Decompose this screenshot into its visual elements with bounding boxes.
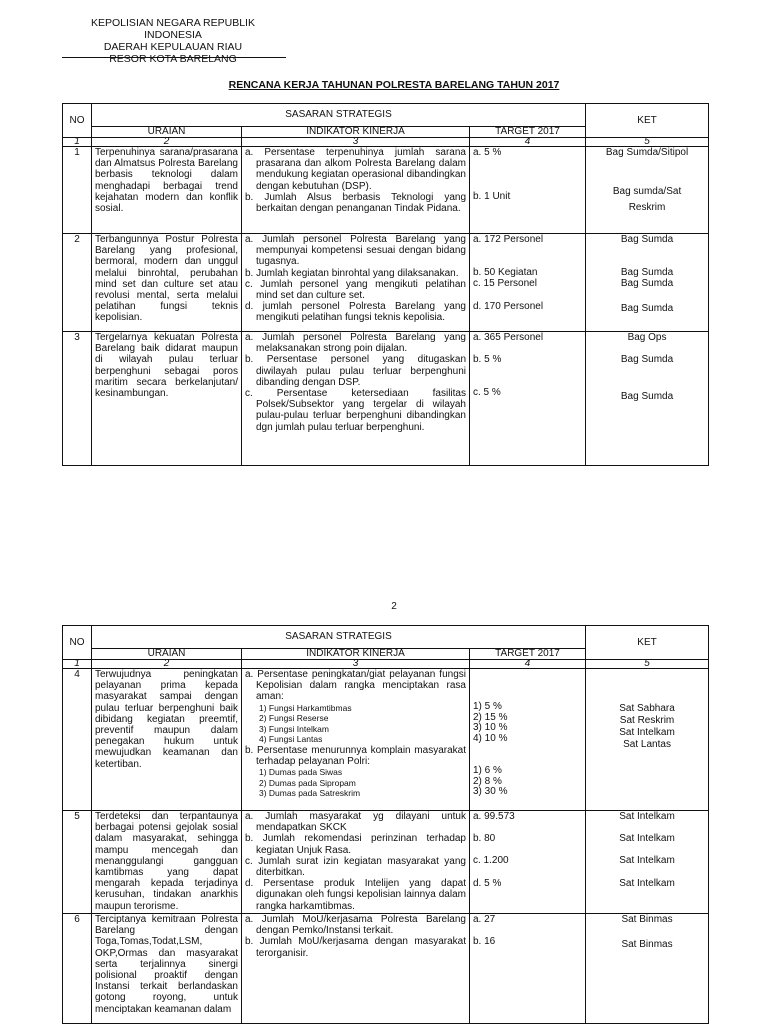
row-target: 1) 5 % 2) 15 % 3) 10 % 4) 10 % 1) 6 % 2) 8 % 3) 30 % xyxy=(470,669,586,811)
header-sasaran: SASARAN STRATEGIS xyxy=(92,626,586,649)
header-sasaran: SASARAN STRATEGIS xyxy=(92,104,586,127)
row-indikator: a. Jumlah MoU/kerjasama Polresta Barelang dengan Pemko/Instansi terkait. b. Jumlah MoU/kerjasama dengan masyarakat terorganisir. xyxy=(242,914,470,1024)
header-indikator: INDIKATOR KINERJA xyxy=(242,649,470,660)
row-no: 2 xyxy=(63,234,92,332)
row-target: a. 365 Personel b. 5 % c. 5 % xyxy=(470,332,586,466)
letterhead-rule xyxy=(62,57,286,58)
row-indikator: a. Jumlah personel Polresta Barelang yang mempunyai kompetensi sesuai dengan bidang tugasnya. b. Jumlah kegiatan binrohtal yang dilaksanakan. c. Jumlah personel yang mengikuti pelatihan mind set dan culture set. d. jumlah personel Polresta Barelang yang mengikuti pelatihan fungsi teknis kepolisia. xyxy=(242,234,470,332)
row-uraian: Tergelarnya kekuatan Polresta Barelang baik didarat maupun di wilayah pulau terluar berpenghuni sebagai poros maritim secara berkelanjutan/ kesinambungan. xyxy=(92,332,242,466)
col-number: 1 xyxy=(63,660,92,669)
col-number: 5 xyxy=(586,138,709,147)
row-uraian: Terdeteksi dan terpantaunya berbagai potensi gejolak sosial dalam masyarakat, sehingga mampu mencegah dan menanggulangi gangguan kamtibmas yang dapat mengarah kepada terjadinya kerusuhan, tindakan anarkhis maupun terorisme. xyxy=(92,811,242,914)
header-indikator: INDIKATOR KINERJA xyxy=(242,127,470,138)
col-number: 3 xyxy=(242,138,470,147)
row-uraian: Terciptanya kemitraan Polresta Barelang dengan Toga,Tomas,Todat,LSM, OKP,Ormas dan masyarakat serta terjalinnya sinergi polisional proaktif dengan Instansi terkait berlandaskan gotong royong, untuk menciptakan keamanan dalam xyxy=(92,914,242,1024)
row-target: a. 99.573 b. 80 c. 1.200 d. 5 % xyxy=(470,811,586,914)
row-ket: Bag Ops Bag Sumda Bag Sumda xyxy=(586,332,709,466)
letterhead-line-1: KEPOLISIAN NEGARA REPUBLIK INDONESIA xyxy=(91,17,255,41)
row-uraian: Terbangunnya Postur Polresta Barelang yang profesional, bermoral, modern dan unggul melalui binrohtal, perubahan mind set dan culture set atau revolusi mental, serta melalui pelatihan fungsi teknis kepolisian. xyxy=(92,234,242,332)
header-target: TARGET 2017 xyxy=(470,649,586,660)
col-number: 2 xyxy=(92,138,242,147)
row-no: 6 xyxy=(63,914,92,1024)
row-indikator: a. Jumlah personel Polresta Barelang yang melaksanakan strong poin dijalan. b. Persentase personel yang ditugaskan diwilayah pulau pulau terluar berpenghuni dibanding dengan DSP. c. Persentase ketersediaan fasilitas Polsek/Subsektor yang tergelar di wilayah pulau-pulau terluar berpenghuni dibandingkan dgn jumlah pulau terluar berpenghuni. xyxy=(242,332,470,466)
table-row xyxy=(63,147,709,234)
col-number: 5 xyxy=(586,660,709,669)
row-indikator: a. Jumlah masyarakat yg dilayani untuk mendapatkan SKCK b. Jumlah rekomendasi perinzinan terhadap kegiatan Unjuk Rasa. c. Jumlah surat izin kegiatan masyarakat yang diterbitkan. d. Persentase produk Intelijen yang dapat digunakan oleh fungsi kepolisian lainnya dalam rangka harkamtibmas. xyxy=(242,811,470,914)
row-no: 4 xyxy=(63,669,92,811)
row-no: 3 xyxy=(63,332,92,466)
header-ket: KET xyxy=(586,104,709,138)
row-indikator: a. Persentase terpenuhinya jumlah sarana prasarana dan alkom Polresta Barelang dalam mendukung kegiatan operasional dibandingkan dengan kebutuhan (DSP). b. Jumlah Alsus berbasis Teknologi yang berkaitan dengan penanganan Tindak Pidana. xyxy=(242,147,470,234)
table-row xyxy=(63,811,709,914)
row-ket: Sat Binmas Sat Binmas xyxy=(586,914,709,1024)
table-row xyxy=(63,914,709,1024)
letterhead-line-3: RESOR KOTA BARELANG xyxy=(109,53,237,65)
header-no: NO xyxy=(63,626,92,660)
col-number: 1 xyxy=(63,138,92,147)
row-no: 1 xyxy=(63,147,92,234)
table-row xyxy=(63,669,709,811)
header-target: TARGET 2017 xyxy=(470,127,586,138)
col-number: 4 xyxy=(470,138,586,147)
col-number: 3 xyxy=(242,660,470,669)
table-row xyxy=(63,332,709,466)
col-number: 4 xyxy=(470,660,586,669)
col-number: 2 xyxy=(92,660,242,669)
row-ket: Sat Intelkam Sat Intelkam Sat Intelkam Sat Intelkam xyxy=(586,811,709,914)
letterhead-line-2: DAERAH KEPULAUAN RIAU xyxy=(103,41,243,53)
row-ket: Bag Sumda/Sitipol Bag sumda/Sat Reskrim xyxy=(586,147,709,234)
row-ket: Bag Sumda Bag Sumda Bag Sumda Bag Sumda xyxy=(586,234,709,332)
table-row xyxy=(63,234,709,332)
row-target: a. 172 Personel b. 50 Kegiatan c. 15 Personel d. 170 Personel xyxy=(470,234,586,332)
row-ket: Sat Sabhara Sat Reskrim Sat Intelkam Sat Lantas xyxy=(586,669,709,811)
row-target: a. 5 % b. 1 Unit xyxy=(470,147,586,234)
header-uraian: URAIAN xyxy=(92,127,242,138)
header-no: NO xyxy=(63,104,92,138)
header-ket: KET xyxy=(586,626,709,660)
row-uraian: Terwujudnya peningkatan pelayanan prima kepada masyarakat sampai dengan pulau terluar berpenghuni baik dibidang kegiatan preemtif, preventif maupun dalam penegakan hukum untuk mewujudkan keamanan dan ketertiban. xyxy=(92,669,242,811)
page-number: 2 xyxy=(391,601,397,612)
document-title: RENCANA KERJA TAHUNAN POLRESTA BARELANG TAHUN 2017 xyxy=(228,79,560,91)
work-plan-table-1 xyxy=(62,103,709,466)
row-no: 5 xyxy=(63,811,92,914)
header-uraian: URAIAN xyxy=(92,649,242,660)
row-target: a. 27 b. 16 xyxy=(470,914,586,1024)
work-plan-table-2 xyxy=(62,625,709,1024)
row-indikator: a. Persentase peningkatan/giat pelayanan fungsi Kepolisian dalam rangka menciptakan rasa aman: 1) Fungsi Harkamtibmas 2) Fungsi Reserse 3) Fungsi Intelkam 4) Fungsi Lantas b. Persentase menurunnya komplain masyarakat terhadap pelayanan Polri: 1) Dumas pada Siwas 2) Dumas pada Sipropam 3) Dumas pada Satreskrim xyxy=(242,669,470,811)
row-uraian: Terpenuhinya sarana/prasarana dan Almatsus Polresta Barelang berbasis teknologi dalam menghadapi berbagai trend kejahatan modern dan konflik sosial. xyxy=(92,147,242,234)
